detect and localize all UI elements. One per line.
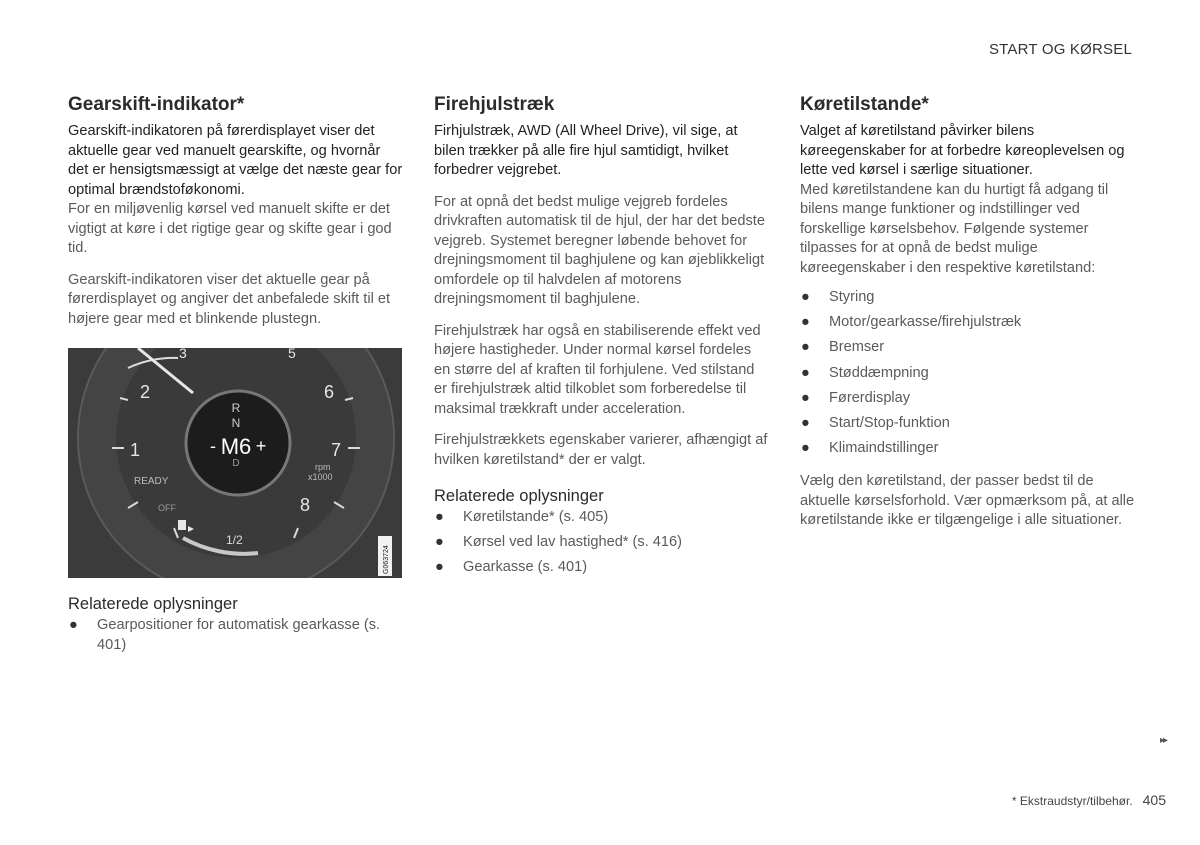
related-link-gearbox[interactable]: ● Gearkasse (s. 401) [434,558,769,578]
list-item: ● Bremser [800,338,1135,358]
awd-related-title: Relaterede oplysninger [434,487,604,505]
awd-paragraph-2: Firehjulstræk har også en stabiliserende effekt ved højere hastigheder. Under normal kørsel fordeles en større del af kraften til forhjulene. Ved stilstand er firehjulstræk altid tilkoblet som forberedelse til maksimal trækkraft under acceleration. [434,322,761,417]
gearshift-indicator-illustration [68,348,402,578]
gearshift-paragraph-1: For en miljøvenlig kørsel ved manuelt skifte er det vigtigt at køre i det rigtige gear og skifte gear i god tid. [68,201,392,256]
tick-8: 8 [300,495,311,515]
bullet-icon: ● [801,440,810,457]
tick-6: 6 [324,382,335,402]
page-footer [1012,792,1166,808]
bullet-icon: ● [801,339,810,356]
list-item: ● Klimaindstillinger [800,439,1135,459]
driving-modes-lead: Valget af køretilstand påvirker bilens køreegenskaber for at forbedre køreoplevelsen og lette ved kørsel i særlige situationer. [800,123,1125,178]
off-label: OFF [158,503,176,513]
gearshift-title: Gearskift-indikator* [68,94,245,115]
related-link-gearpositions[interactable]: ● Gearpositioner for automatisk gearkasse (s. 401) [69,617,381,653]
driving-modes-systems-list [800,288,1135,459]
bullet-icon: ● [801,389,810,406]
awd-paragraph-1: For at opnå det bedst mulige vejgreb fordeles drivkraften automatisk til de hjul, der har det bedste vejgreb. Systemet beregner løbende behovet for drejningsmoment til baghjulene og kan øjeblikkeligt omfordele op til halvdelen af motorens drejningsmoment til baghjulene. [434,193,765,307]
gear-r-label: R [231,401,241,415]
tick-5: 5 [288,348,296,361]
bullet-icon: ● [69,617,78,633]
tick-7: 7 [331,440,342,460]
driving-modes-paragraph-1: Med køretilstandene kan du hurtigt få adgang til bilens mange funktioner og indstillinger ved forskellige kørselsbehov. Følgende systemer tilpasses for at opnå de bedst mulige køreegenskaber i den respektive køretilstand: [800,181,1109,276]
driving-modes-paragraph-2: Vælg den køretilstand, der passer bedst til de aktuelle kørselsforhold. Vær opmærksom på, at alle køretilstande ikke er tilgængelige i alle situationer. [800,473,1135,529]
tick-3: 3 [179,348,187,361]
bullet-icon: ● [801,314,810,331]
gear-minus-label: - [210,436,216,456]
related-link-driving-modes[interactable]: ● Køretilstande* (s. 405) [434,508,769,528]
list-item: ● Start/Stop-funktion [800,414,1135,434]
footnote: * Ekstraudstyr/tilbehør. [1011,794,1133,808]
gearshift-related-list [68,616,403,655]
list-item: ● Motor/gearkasse/firehjulstræk [800,313,1135,333]
awd-related-list [434,508,769,578]
bullet-icon: ● [801,414,810,431]
current-gear-label: M6 [220,434,252,459]
image-code: G063724 [383,545,390,574]
awd-paragraph-3: Firehjulstrækkets egenskaber varierer, afhængigt af hvilken køretilstand* der er valgt. [434,432,768,468]
gear-plus-label: + [255,436,267,456]
column-driving-modes [800,94,1135,531]
tick-2: 2 [140,382,151,402]
list-item: ● Styring [800,288,1135,308]
ready-label: READY [134,476,169,487]
gear-n-label: N [231,416,241,430]
awd-lead: Firhjulstræk, AWD (All Wheel Drive), vil sige, at bilen trækker på alle fire hjul samtidigt, hvilket forbedrer vejgrebet. [434,123,738,178]
column-gearshift-indicator [68,94,403,655]
bullet-icon: ● [801,364,810,381]
page-number: 405 [1142,792,1166,808]
bullet-icon: ● [435,534,444,551]
tick-1: 1 [130,440,141,460]
tachometer-gauge [68,348,402,578]
gearshift-related-title: Relaterede oplysninger [68,595,238,613]
bullet-icon: ● [435,509,444,525]
gearshift-lead: Gearskift-indikatoren på førerdisplayet viser det aktuelle gear ved manuelt gearskifte, og hvornår det er hensigtsmæssigt at vælge det næste gear for optimal brændstoføkonomi. [68,123,403,198]
related-link-low-speed[interactable]: ● Kørsel ved lav hastighed* (s. 416) [434,533,769,553]
list-item: ● Støddæmpning [800,364,1135,384]
column-awd [434,94,769,584]
driving-modes-title: Køretilstande* [800,94,929,115]
gear-d-label: D [232,458,240,469]
section-header: START OG KØRSEL [988,41,1132,58]
awd-title: Firehjulstræk [434,94,555,115]
continue-arrows-icon: ▸▸ [1159,735,1166,746]
rpm-unit-label: rpm [315,462,331,472]
bullet-icon: ● [801,289,810,305]
fuel-half-label: 1/2 [226,533,243,547]
list-item: ● Førerdisplay [800,389,1135,409]
bullet-icon: ● [435,559,444,576]
gearshift-paragraph-2: Gearskift-indikatoren viser det aktuelle gear på førerdisplayet og angiver det anbefalede skift til et højere gear med et blinkende plustegn. [68,271,391,327]
rpm-multiplier-label: x1000 [308,472,333,482]
